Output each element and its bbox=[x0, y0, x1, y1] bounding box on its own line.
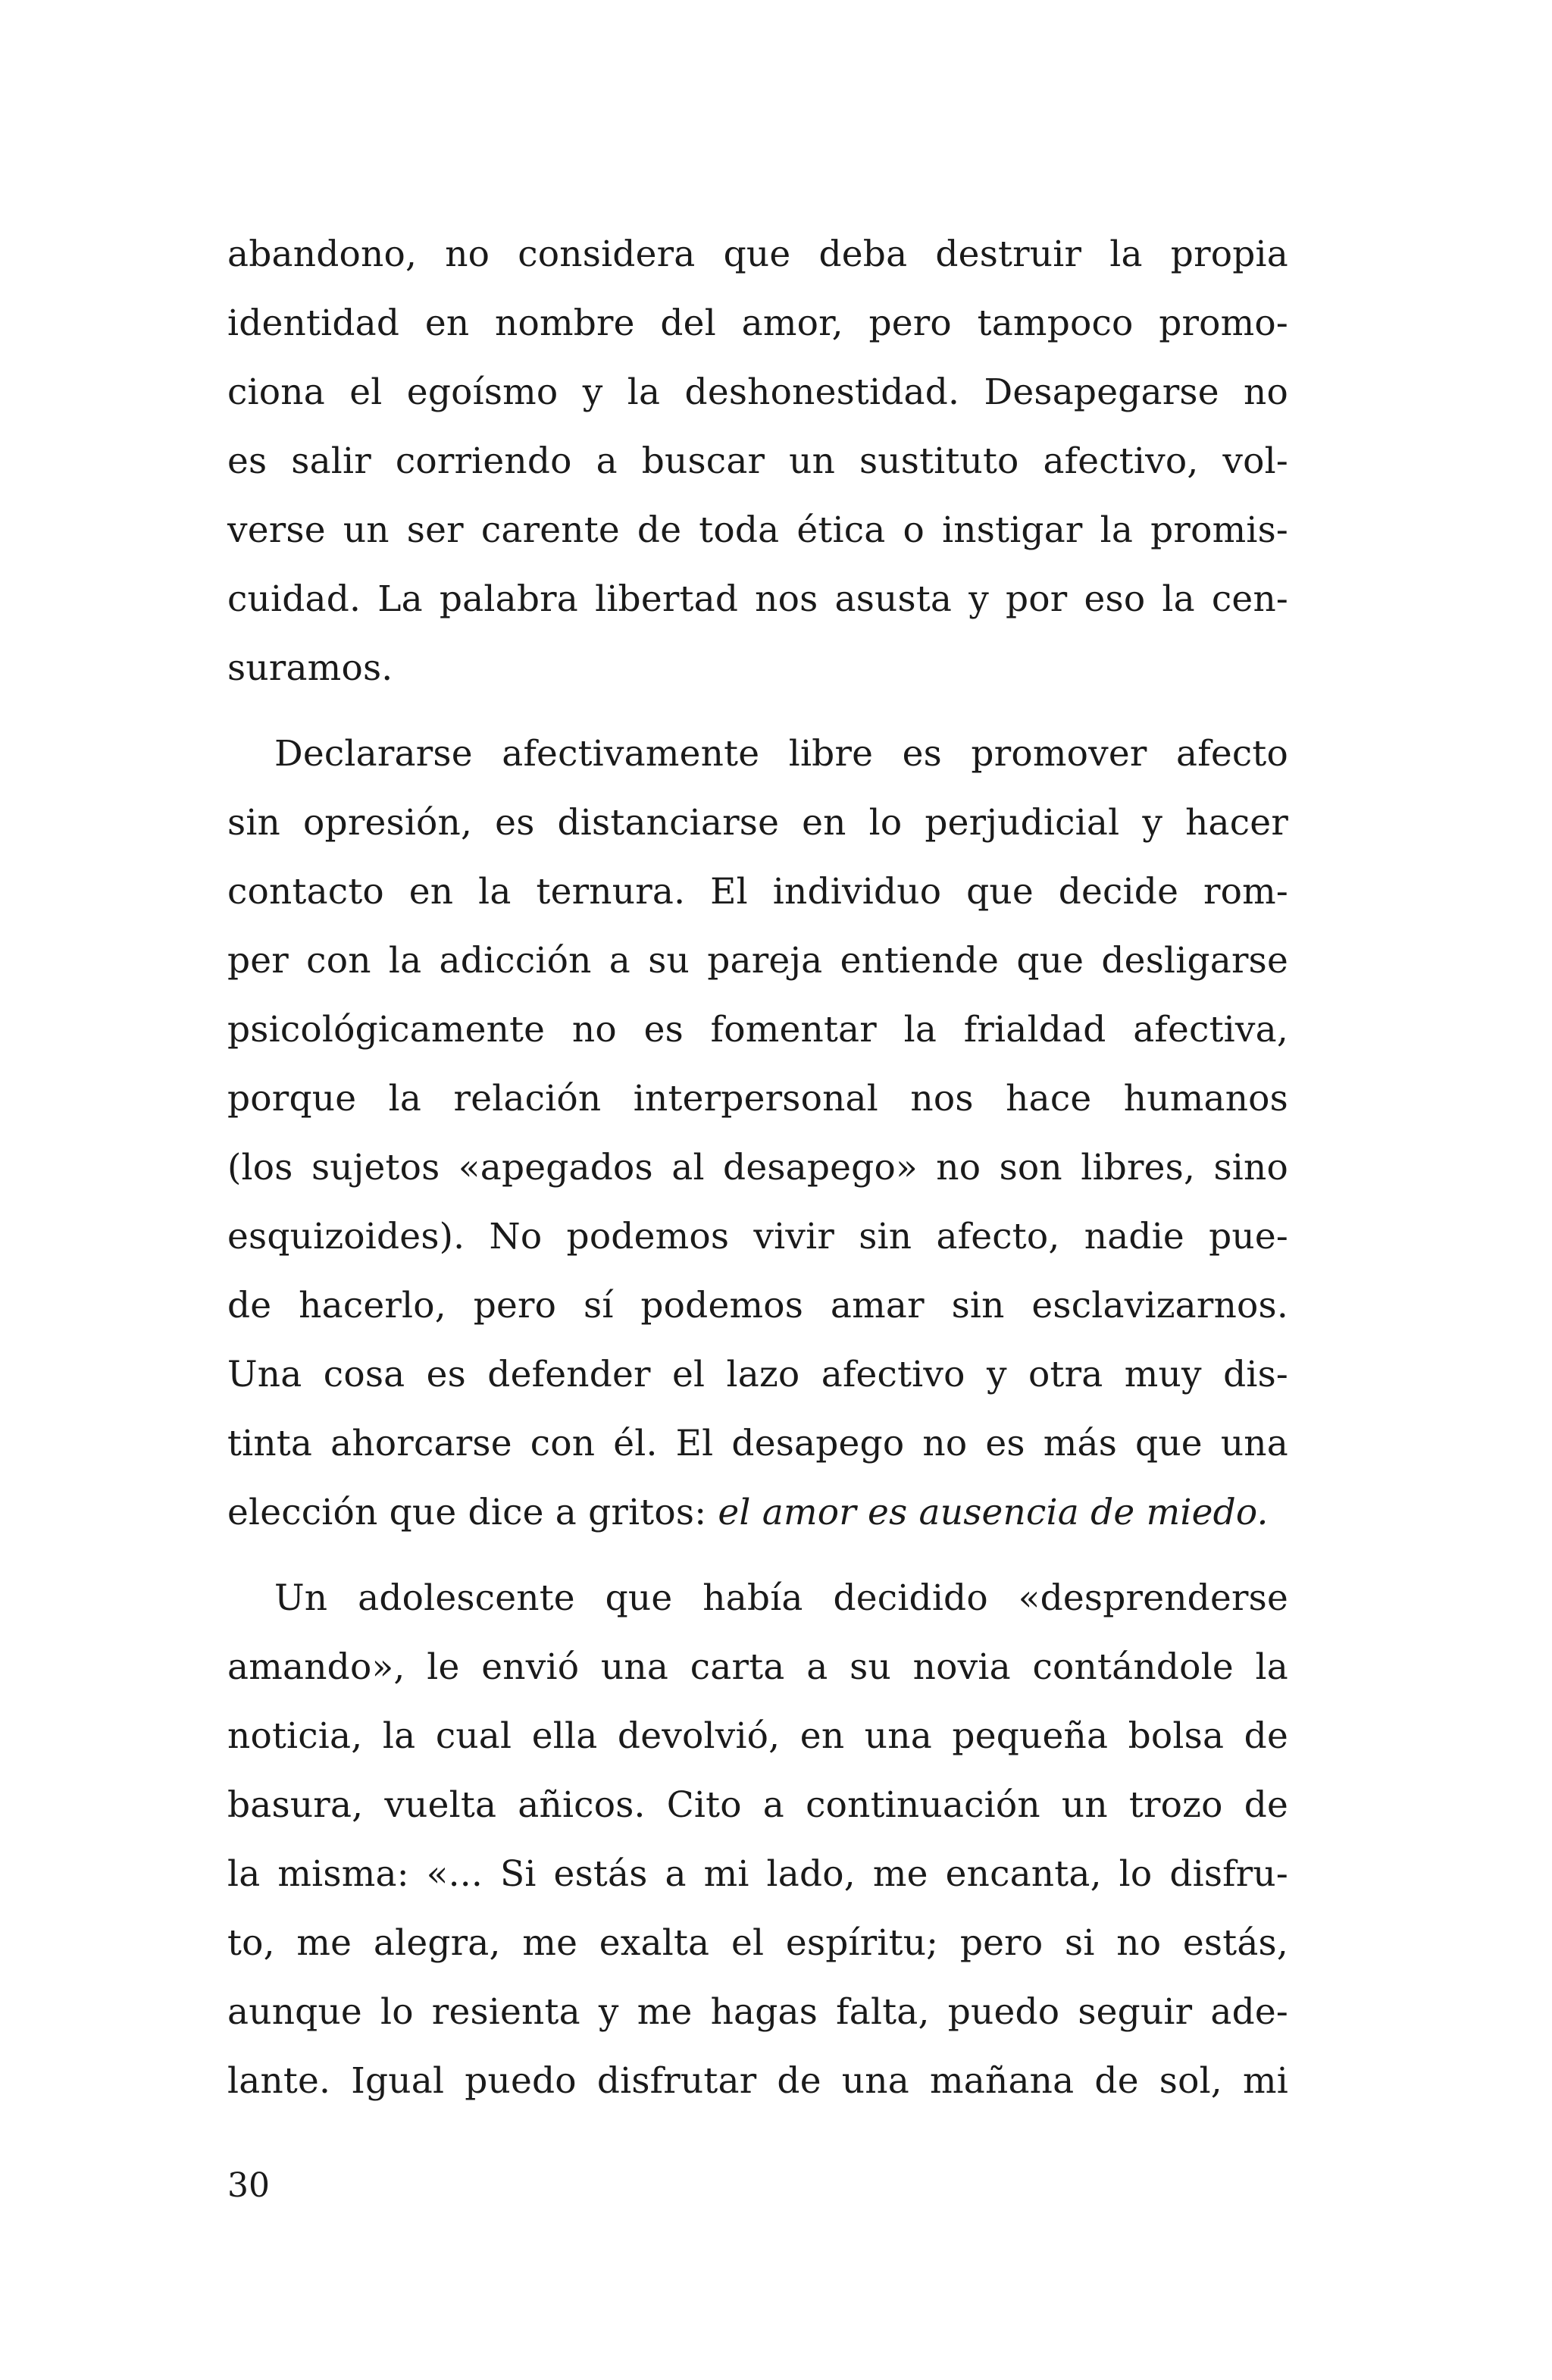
text-line: verse un ser carente de toda ética o instigar la promis- bbox=[227, 509, 1288, 551]
text-line: lante. Igual puedo disfrutar de una mañana de sol, mi bbox=[227, 2060, 1288, 2102]
text-line: es salir corriendo a buscar un sustituto afectivo, vol- bbox=[227, 440, 1288, 482]
text-line: suramos. bbox=[227, 647, 393, 689]
text-line: abandono, no considera que deba destruir la propia bbox=[227, 233, 1288, 275]
text-line: sin opresión, es distanciarse en lo perjudicial y hacer bbox=[227, 802, 1288, 844]
text-line: identidad en nombre del amor, pero tampoco promo- bbox=[227, 302, 1288, 344]
text-line: la misma: «... Si estás a mi lado, me encanta, lo disfru- bbox=[227, 1853, 1288, 1895]
text-line: esquizoides). No podemos vivir sin afecto, nadie pue- bbox=[227, 1216, 1288, 1257]
text-line: ciona el egoísmo y la deshonestidad. Desapegarse no bbox=[227, 371, 1288, 413]
text-line: amando», le envió una carta a su novia contándole la bbox=[227, 1646, 1288, 1688]
page-number: 30 bbox=[227, 2166, 270, 2205]
text-line: noticia, la cual ella devolvió, en una pequeña bolsa de bbox=[227, 1715, 1288, 1757]
text-line: contacto en la ternura. El individuo que decide rom- bbox=[227, 871, 1288, 913]
text-line: Una cosa es defender el lazo afectivo y otra muy dis- bbox=[227, 1354, 1288, 1395]
text-line: (los sujetos «apegados al desapego» no son libres, sino bbox=[227, 1147, 1288, 1188]
text-line: to, me alegra, me exalta el espíritu; pero si no estás, bbox=[227, 1922, 1288, 1964]
text-line: Un adolescente que había decidido «desprenderse bbox=[274, 1577, 1288, 1619]
paragraph-spacer bbox=[227, 1547, 1288, 1564]
paragraph-3 bbox=[227, 1564, 1288, 2115]
text-line: basura, vuelta añicos. Cito a continuación un trozo de bbox=[227, 1784, 1288, 1826]
page-body bbox=[227, 220, 1288, 2115]
text-line: porque la relación interpersonal nos hace humanos bbox=[227, 1078, 1288, 1120]
text-line: psicológicamente no es fomentar la frialdad afectiva, bbox=[227, 1009, 1288, 1051]
paragraph-2 bbox=[227, 719, 1288, 1547]
text-line-plain: elección que dice a gritos: bbox=[227, 1492, 718, 1533]
text-line bbox=[227, 1478, 1288, 1547]
text-line: per con la adicción a su pareja entiende que desligarse bbox=[227, 940, 1288, 982]
text-line: cuidad. La palabra libertad nos asusta y por eso la cen- bbox=[227, 578, 1288, 620]
text-line: tinta ahorcarse con él. El desapego no es más que una bbox=[227, 1423, 1288, 1464]
paragraph-spacer bbox=[227, 703, 1288, 719]
text-line: aunque lo resienta y me hagas falta, puedo seguir ade- bbox=[227, 1991, 1288, 2033]
paragraph-1 bbox=[227, 220, 1288, 703]
text-line: de hacerlo, pero sí podemos amar sin esclavizarnos. bbox=[227, 1285, 1288, 1326]
italic-emphasis: el amor es ausencia de miedo. bbox=[718, 1492, 1269, 1533]
text-line: Declararse afectivamente libre es promover afecto bbox=[274, 733, 1288, 775]
